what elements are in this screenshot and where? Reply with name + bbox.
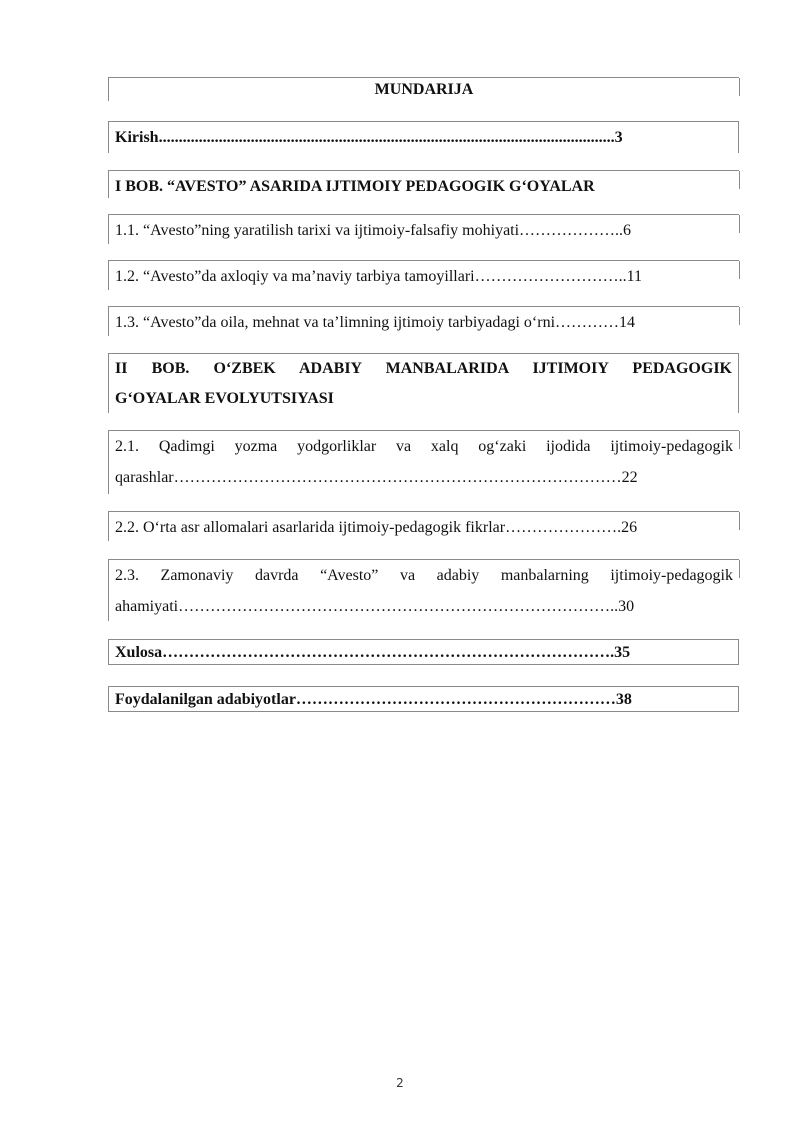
toc-entry-text: 2.2. O‘rta asr allomalari asarlarida ijtimoiy-pedagogik fikrlar………………….26 <box>115 519 638 536</box>
toc-entry-adabiyotlar[interactable] <box>108 686 739 712</box>
toc-title: MUNDARIJA <box>374 81 474 98</box>
toc-entry-1-2[interactable] <box>108 260 739 290</box>
toc-entry-kirish[interactable] <box>108 121 739 153</box>
toc-entry-text: 1.3. “Avesto”da oila, mehnat va ta’limning ijtimoiy tarbiyadagi o‘rni…………14 <box>115 314 636 331</box>
toc-entry-text: Kirish..................................................................................................................3 <box>115 129 623 146</box>
toc-entry-2-2[interactable] <box>108 511 739 541</box>
toc-entry-line-2: ahamiyati………………………………………………………………………..30 <box>115 598 635 615</box>
toc-entry-line-1: 2.3. Zamonaviy davrda “Avesto” va adabiy manbalarning ijtimoiy-pedagogik <box>115 567 733 584</box>
toc-entry-1-3[interactable] <box>108 306 739 336</box>
toc-entry-1-1[interactable] <box>108 214 739 244</box>
page-number: 2 <box>396 1076 404 1090</box>
toc-entry-text: Foydalanilgan adabiyotlar……………………………………………………38 <box>115 691 632 708</box>
toc-entry-text: 1.1. “Avesto”ning yaratilish tarixi va ijtimoiy-falsafiy mohiyati………………..6 <box>115 222 632 239</box>
toc-entry-2-1[interactable] <box>108 430 739 494</box>
toc-entry-line-1: 2.1. Qadimgi yozma yodgorliklar va xalq og‘zaki ijodida ijtimoiy-pedagogik <box>115 438 733 455</box>
toc-entry-text: Xulosa………………………………………………………………………….35 <box>115 644 631 661</box>
toc-entry-line-2: qarashlar…………………………………………………………………………22 <box>115 469 638 486</box>
toc-entry-text: I BOB. “AVESTO” ASARIDA IJTIMOIY PEDAGOGIK G‘OYALAR <box>115 178 595 195</box>
toc-entry-text: 1.2. “Avesto”da axloqiy va ma’naviy tarbiya tamoyillari………………………..11 <box>115 268 642 285</box>
toc-entry-bob-1[interactable] <box>108 170 739 198</box>
toc-entry-line-1: II BOB. O‘ZBEK ADABIY MANBALARIDA IJTIMOIY PEDAGOGIK <box>115 360 732 377</box>
toc-entry-2-3[interactable] <box>108 559 739 621</box>
toc-entry-bob-2[interactable] <box>108 353 739 413</box>
toc-title-box <box>108 77 739 101</box>
toc-entry-xulosa[interactable] <box>108 639 739 665</box>
toc-entry-line-2: G‘OYALAR EVOLYUTSIYASI <box>115 390 334 407</box>
